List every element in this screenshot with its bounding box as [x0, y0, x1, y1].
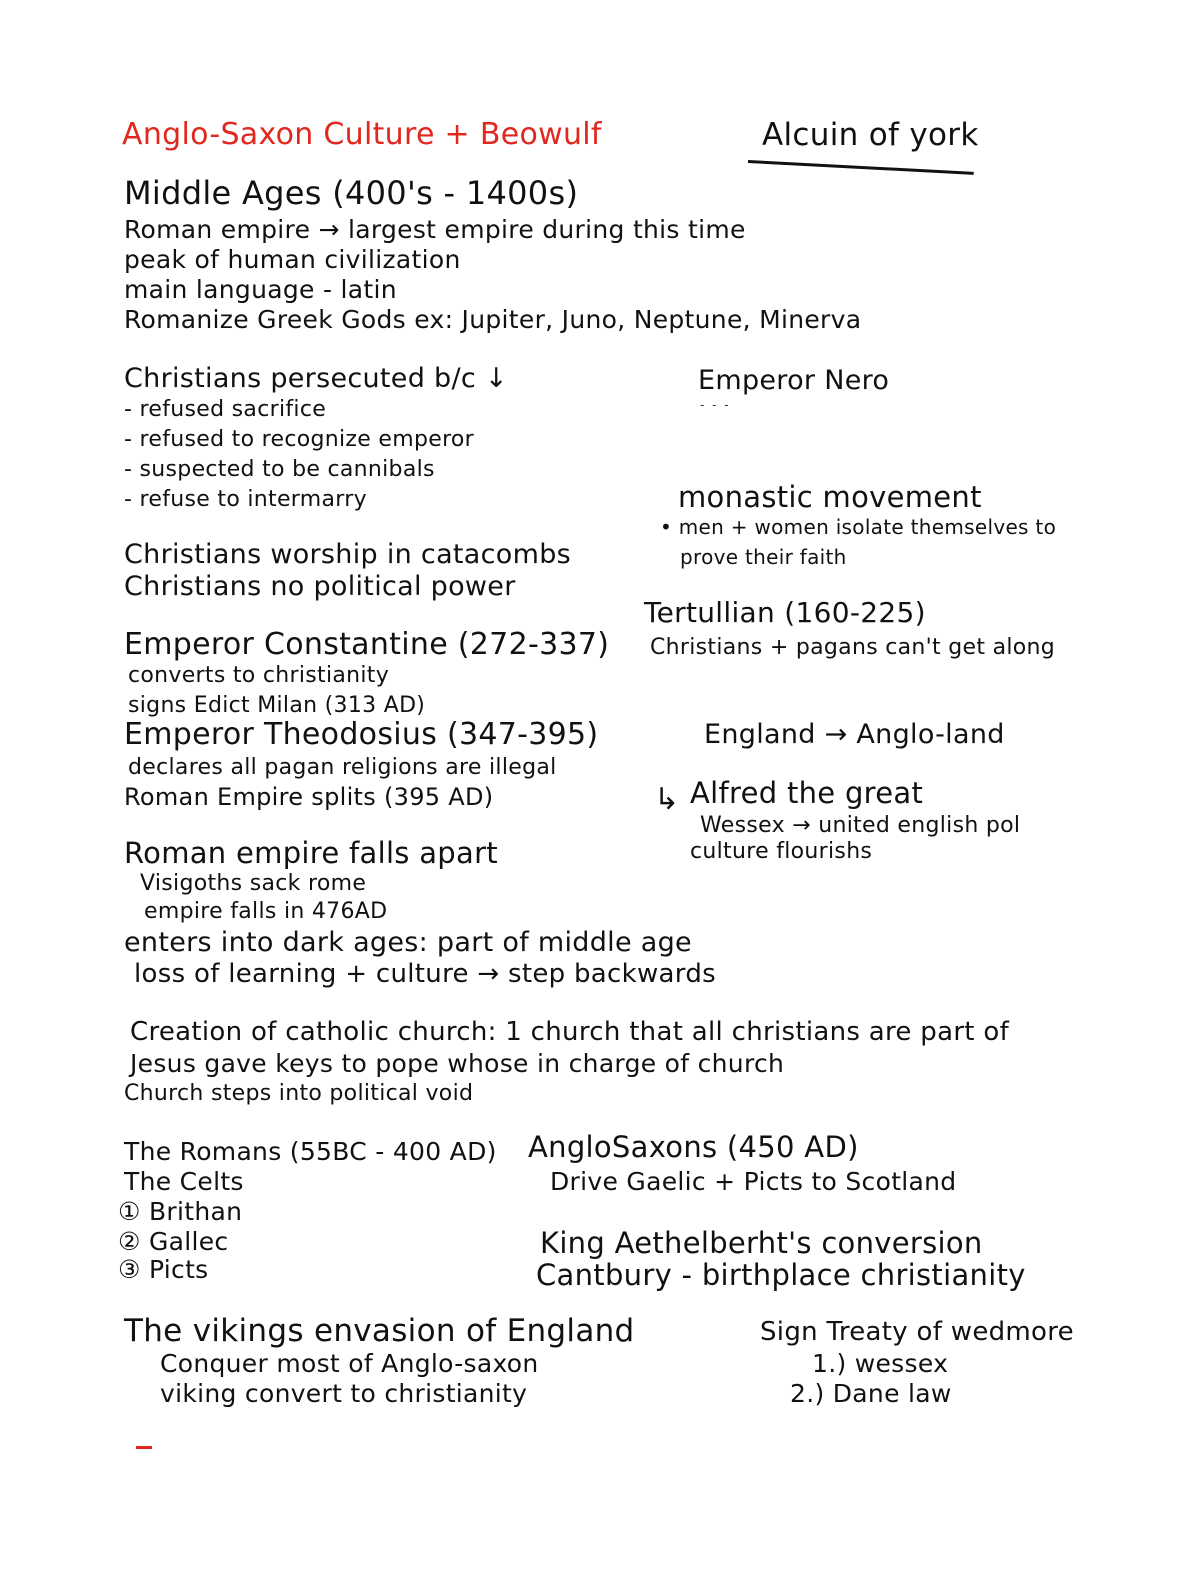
- church-line: Creation of catholic church: 1 church that all christians are part of: [130, 1017, 1010, 1047]
- middle-ages-heading: Middle Ages (400's - 1400s): [124, 174, 579, 212]
- red-mark: [136, 1446, 152, 1449]
- middle-ages-line: main language - latin: [124, 275, 397, 304]
- treaty-item: 2.) Dane law: [790, 1379, 952, 1408]
- nero-heading: Emperor Nero: [698, 365, 890, 396]
- nero-scribble: - - -: [700, 398, 731, 412]
- celts-item: ③ Picts: [118, 1255, 209, 1284]
- monastic-heading: monastic movement: [678, 480, 982, 514]
- romans-heading: The Romans (55BC - 400 AD): [124, 1137, 497, 1166]
- theodosius-heading: Emperor Theodosius (347-395): [124, 717, 599, 752]
- title-right-underline: [748, 160, 974, 175]
- middle-ages-line: peak of human civilization: [124, 245, 461, 274]
- monastic-line: prove their faith: [680, 545, 847, 569]
- worship-line: Christians no political power: [124, 571, 516, 602]
- treaty-heading: Sign Treaty of wedmore: [760, 1317, 1074, 1347]
- persecuted-heading: Christians persecuted b/c ↓: [124, 363, 508, 394]
- falls-heading: Roman empire falls apart: [124, 836, 498, 870]
- celts-item: ② Gallec: [118, 1227, 229, 1256]
- middle-ages-line: Roman empire → largest empire during this time: [124, 215, 746, 244]
- alfred-line: Wessex → united english pol: [700, 813, 1021, 838]
- celts-item: ① Brithan: [118, 1197, 243, 1226]
- constantine-heading: Emperor Constantine (272-337): [124, 627, 610, 662]
- persecuted-reason: - refused sacrifice: [124, 397, 327, 422]
- anglosaxons-heading: AngloSaxons (450 AD): [528, 1130, 859, 1164]
- middle-ages-line: Romanize Greek Gods ex: Jupiter, Juno, Neptune, Minerva: [124, 305, 862, 334]
- treaty-item: 1.) wessex: [812, 1349, 949, 1378]
- celts-heading: The Celts: [124, 1167, 244, 1196]
- theodosius-line: declares all pagan religions are illegal: [128, 755, 557, 780]
- anglosaxons-line: Drive Gaelic + Picts to Scotland: [550, 1167, 957, 1196]
- constantine-line: converts to christianity: [128, 663, 390, 688]
- vikings-heading: The vikings envasion of England: [124, 1313, 635, 1349]
- king-line: Cantbury - birthplace christianity: [536, 1258, 1026, 1292]
- alfred-heading: Alfred the great: [690, 776, 924, 810]
- church-line: Jesus gave keys to pope whose in charge of church: [130, 1049, 785, 1078]
- monastic-line: • men + women isolate themselves to: [660, 515, 1057, 539]
- vikings-line: viking convert to christianity: [160, 1379, 528, 1408]
- falls-line: enters into dark ages: part of middle age: [124, 927, 692, 958]
- falls-line: Visigoths sack rome: [140, 871, 367, 896]
- persecuted-reason: - suspected to be cannibals: [124, 457, 435, 482]
- king-line: King Aethelberht's conversion: [540, 1226, 983, 1260]
- tertullian-heading: Tertullian (160-225): [644, 596, 926, 629]
- england-line: England → Anglo-land: [704, 719, 1005, 750]
- vikings-line: Conquer most of Anglo-saxon: [160, 1349, 539, 1378]
- constantine-line: signs Edict Milan (313 AD): [128, 693, 426, 718]
- worship-line: Christians worship in catacombs: [124, 539, 572, 570]
- church-line: Church steps into political void: [124, 1081, 474, 1106]
- page-title: Anglo-Saxon Culture + Beowulf: [122, 117, 602, 152]
- falls-line: empire falls in 476AD: [144, 899, 388, 924]
- falls-line: loss of learning + culture → step backwards: [134, 959, 716, 989]
- persecuted-reason: - refuse to intermarry: [124, 487, 367, 512]
- persecuted-reason: - refused to recognize emperor: [124, 427, 475, 452]
- curved-arrow-icon: ↳: [654, 782, 680, 817]
- tertullian-line: Christians + pagans can't get along: [650, 635, 1056, 660]
- alfred-line: culture flourishs: [690, 839, 873, 864]
- title-right: Alcuin of york: [762, 117, 979, 153]
- theodosius-line: Roman Empire splits (395 AD): [124, 783, 494, 811]
